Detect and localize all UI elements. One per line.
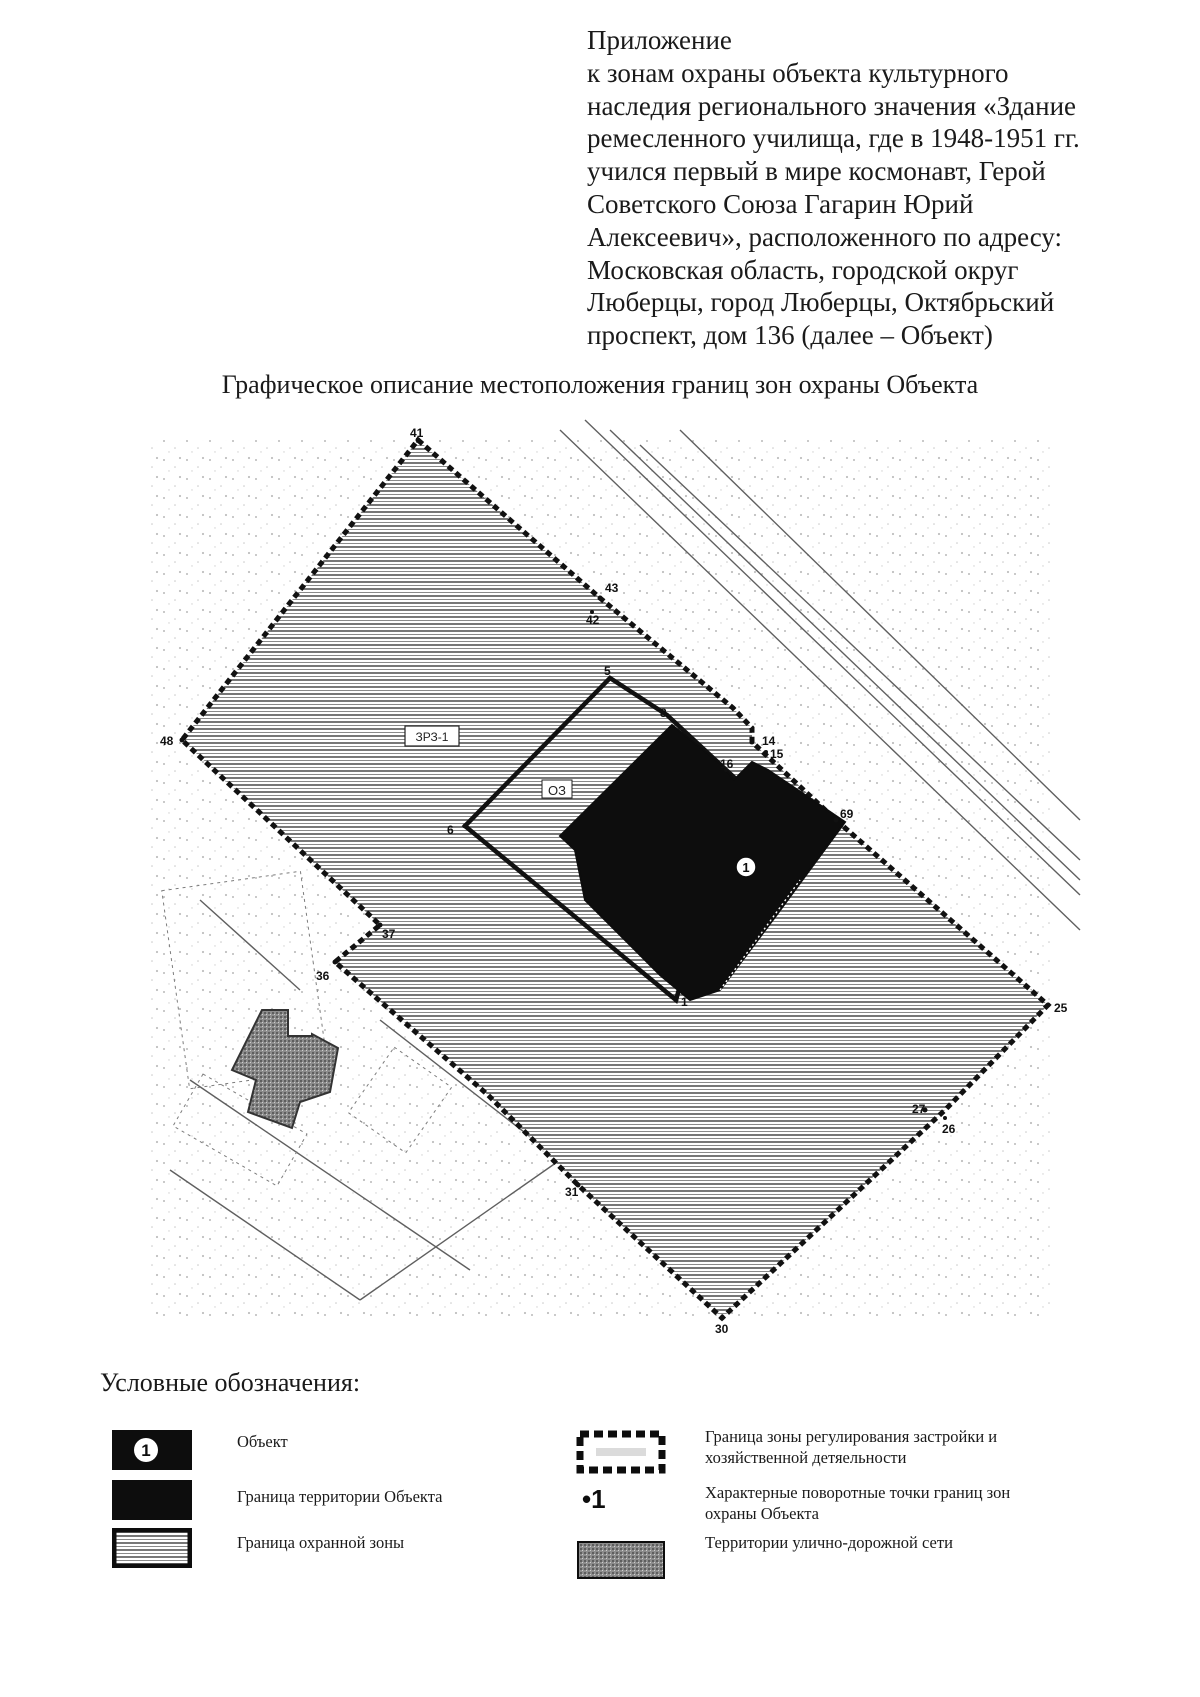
legend-label-line: Граница охранной зоны [237, 1533, 405, 1552]
regulation-zone-icon [576, 1430, 666, 1474]
turning-point-label: 43 [605, 581, 619, 595]
turning-point-label: 48 [160, 734, 174, 748]
zrz-label: ЗРЗ-1 [415, 730, 449, 744]
legend-title: Условные обозначения: [100, 1368, 361, 1397]
legend-label-line: охраны Объекта [705, 1504, 819, 1523]
turning-point-label: 37 [382, 927, 396, 941]
road-network-icon [576, 1540, 666, 1580]
turning-point-label: 16 [720, 757, 734, 771]
header-line: проспект, дом 136 (далее – Объект) [587, 320, 993, 351]
turning-point-label: 6 [447, 823, 454, 837]
legend-label-line: Граница территории Объекта [237, 1487, 443, 1506]
turning-point-label: 30 [715, 1322, 729, 1336]
object-territory-icon [112, 1480, 192, 1520]
turning-point-label: 26 [942, 1122, 956, 1136]
legend-label-regulation-zone [705, 1426, 997, 1468]
header-line: наследия регионального значения «Здание [587, 90, 1077, 121]
object-icon-number: 1 [141, 1441, 151, 1460]
legend-label-line: хозяйственной детяельности [705, 1448, 907, 1467]
header-line: Советского Союза Гагарин Юрий [587, 188, 974, 219]
legend-label-road-network [705, 1532, 953, 1553]
legend-label-line: Объект [237, 1432, 288, 1451]
turning-point-label: 27 [912, 1102, 926, 1116]
turning-point-icon: •1 [582, 1484, 606, 1514]
legend-label-line: Характерные поворотные точки границ зон [705, 1483, 1011, 1502]
legend-label-object-territory [237, 1486, 442, 1507]
turning-point-label: 15 [770, 747, 784, 761]
legend-label-line: Граница зоны регулирования застройки и [705, 1427, 998, 1446]
header-line: Приложение [587, 25, 732, 55]
turning-point-label: 1 [681, 995, 688, 1009]
legend-label-protection-zone [237, 1532, 404, 1553]
turning-point-label: 41 [410, 426, 424, 440]
header-line: Люберцы, город Люберцы, Октябрьский [587, 287, 1055, 318]
oz-label: ОЗ [548, 783, 566, 798]
object-icon [112, 1430, 192, 1470]
turning-point-label: 31 [565, 1185, 579, 1199]
protection-zone-icon [112, 1528, 192, 1568]
map-title: Графическое описание местоположения границ зон охраны Объекта [221, 370, 979, 399]
turning-point-label: 69 [840, 807, 854, 821]
header-line: Московская область, городской округ [587, 254, 1019, 285]
zrz-label-box [405, 726, 459, 746]
object-marker-label: 1 [742, 860, 750, 875]
turning-point-label: 36 [316, 969, 330, 983]
turning-point-label: 25 [1054, 1001, 1068, 1015]
object-marker [736, 857, 756, 877]
header-line: Алексеевич», расположенного по адресу: [587, 221, 1063, 252]
turning-point-label: 8 [660, 706, 667, 720]
legend-label-object [237, 1431, 288, 1452]
turning-point-label: 42 [586, 613, 600, 627]
oz-label-box [542, 780, 572, 798]
header-line: к зонам охраны объекта культурного [587, 57, 1009, 88]
legend-label-line: Территории улично-дорожной сети [705, 1533, 953, 1552]
legend-label-turning-points [705, 1482, 1010, 1524]
turning-point-label: 14 [762, 734, 776, 748]
header-line: ремесленного училища, где в 1948-1951 гг. [587, 123, 1080, 154]
header-line: учился первый в мире космонавт, Герой [587, 156, 1046, 187]
turning-point-label: 5 [604, 664, 611, 678]
